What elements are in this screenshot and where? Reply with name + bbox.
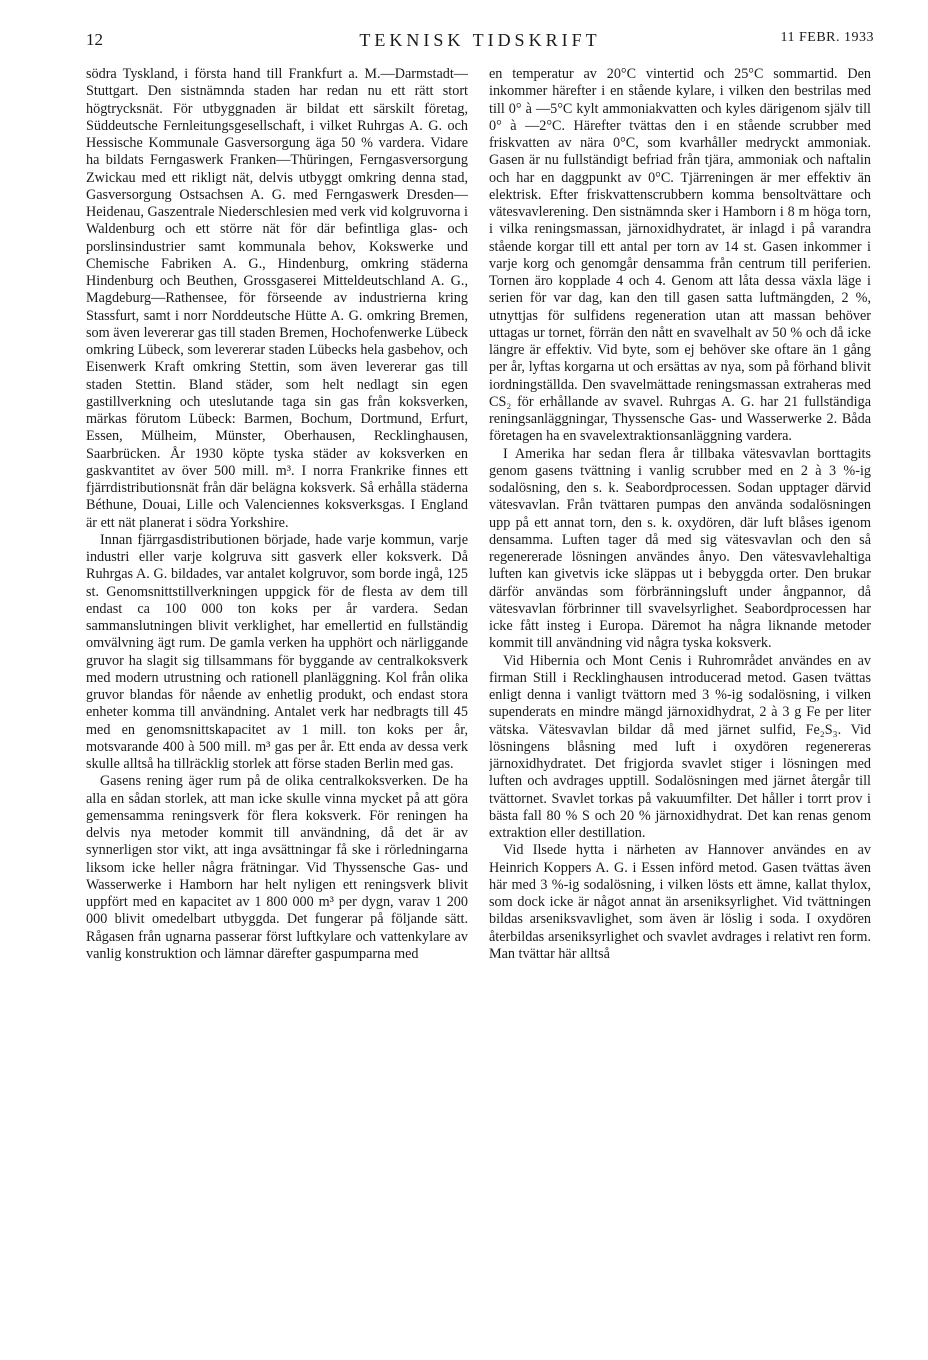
journal-title: TEKNISK TIDSKRIFT [359,30,601,50]
paragraph: en temperatur av 20°C vintertid och 25°C sommartid. Den inkommer härefter i en stående kylare, i vilken den bestrilas med till 0° à —5°C kylt ammoniakvatten och kyles därigenom själv till 0° à —2°C. Härefter tvättas den i en stående scrubber med friskvatten av nära 0°C, som kvarhåller medryckt ammoniak. Gasen är nu fullständigt befriad från tjära, ammoniak och naftalin och har en daggpunkt av 0°C. Tjärreningen är mer effektiv än elektrisk. Efter friskvattenscrubbern komma bensoltvättare och vätesvavlerening. Den sistnämnda sker i Hamborn i 8 m höga torn, i vilka reningsmassan, järnoxidhydratet, är inlagd i på varandra stående korgar till ett antal per torn av 14 st. Gasen inkommer i varje korg och genomgår densamma från centrum till periferien. Tornen äro kopplade 4 och 4. Genom att låta dessa växla läge i serien för var dag, kan den till gasen satta luftmängden, 2 %, utnyttjas för sulfidens regeneration utan att massan behöver uttagas ur tornet, förrän den nått en svavelhalt av 50 % och då icke längre är effektiv. Vid byte, som ej behöver ske oftare än 1 gång per år, lyftas korgarna ut och ersättas av nya, som på förhand blivit iordningställda. Den svavelmättade reningsmassan extraheras med CS₂ för erhållande av svavel. Ruhrgas A. G. har 21 fullständiga reningsanläggningar, Thyssensche Gas- und Wasserwerke 2. Båda företagen ha en svavelextraktionsanläggning vardera. [489,66,871,445]
issue-date: 11 FEBR. 1933 [780,30,874,45]
right-column [489,66,871,1356]
paragraph: Innan fjärrgasdistributionen började, hade varje kommun, varje industri eller varje kolgruva sitt gasverk eller koksverk. Då Ruhrgas A. G. bildades, var antalet kolgruvor, som borde ingå, 125 st. Genomsnittstillverkningen uppgick för de flesta av dem till endast ca 100 000 ton koks per år vardera. Sedan sammanslutningen blivit verklighet, har emellertid en fullständig omvälvning ägt rum. De gamla verken ha upphört och närliggande gruvor ha slagit sig tillsammans för byggande av centralkoksverk med modern utrustning och rationell planläggning. Kol från olika gruvor blandas för nående av enhetlig produkt, och endast stora enheter komma till användning. Antalet verk har nedbragts till 45 med en genomsnittskapacitet av 1 mill. ton koks per år, motsvarande 400 à 500 mill. m³ gas per år. Ett enda av dessa verk skulle alltså ha tillräcklig storlek att förse staden Berlin med gas. [86,531,468,772]
left-column [86,66,468,1356]
paragraph: Vid Hibernia och Mont Cenis i Ruhrområdet användes en av firman Still i Recklinghausen introducerad metod. Gasen tvättas enligt denna i vanligt tvättorn med 3 %-ig sodalösning, i vilken supenderats en mindre mängd järnoxidhydrat, 2 à 3 g Fe per liter vätska. Vätesvavlan bildar då med järnet sulfid, Fe₂S₃. Vid lösningens blåsning med luft i oxydören regenereras järnoxidhydratet. Det frigjorda svavlet stiger i lösningen med luften och avdrages upptill. Sodalösningen med järnet återgår till tvättornet. Svavlet torkas på vakuumfilter. Det håller i torrt prov i bästa fall 80 % S och 20 % järnoxidhydrat. Det kan renas genom extraktion eller destillation. [489,652,871,841]
page-number: 12 [86,30,103,49]
paragraph: I Amerika har sedan flera år tillbaka vätesvavlan borttagits genom gasens tvättning i vanlig scrubber med en 2 à 3 %-ig sodalösning, den s. k. Seabordprocessen. Sodan upptager därvid vätesvavlan. Från tvättaren pumpas den använda sodalösningen upp på ett annat torn, den s. k. oxydören, där luft blåses igenom densamma. Luften tager då med sig vätesvavlan och den så regenererade lösningen användes ånyo. Den vätesvavlehaltiga luften kan givetvis icke släppas ut i bebyggda orter. Den brukar därför användas som förbränningsluft under ångpannor, då vätesvavlan förbrinner till svavelsyrlighet. Seabordprocessen har icke fått insteg i Europa. Däremot ha några liknande metoder kommit till användning vid några tyska koksverk. [489,445,871,652]
paragraph: Gasens rening äger rum på de olika centralkoksverken. De ha alla en sådan storlek, att man icke skulle vinna mycket på att göra gemensamma reningsverk för flera koksverk. För reningen ha delvis nya metoder kommit till användning, då det är av synnerligen stor vikt, att inga avsättningar få ske i rörledningarna liksom icke heller några frätningar. Vid Thyssensche Gas- und Wasserwerke i Hamborn har helt nyligen ett reningsverk blivit uppfört med en kapacitet av 1 800 000 m³ per dygn, varav 1 200 000 blivit omedelbart utbyggda. Det fungerar på följande sätt. Rågasen från ugnarna passerar först luftkylare och vattenkylare av vanlig konstruktion och lämnar därefter gaspumparna med [86,773,468,962]
paragraph: södra Tyskland, i första hand till Frankfurt a. M.—Darmstadt—Stuttgart. Den sistnämnda staden har redan nu ett rätt stort högtrycksnät. För utbyggnaden är bildat ett särskilt företag, Süddeutsche Fernleitungsgesellschaft, i vilket Ruhrgas A. G. och Hessische Kommunale Gasversorgung äga 50 % vardera. Vidare ha bildats Ferngaswerk Franken—Thüringen, Ferngasversorgung Zwickau med ett rikligt nät, delvis utbyggt omkring denna stad, Gasversorgung Ostsachsen A. G. med Ferngaswerk Dresden—Heidenau, Gaszentrale Niederschlesien med verk vid kolgruvorna i Waldenburg och ett större nät för där befintliga glas- och porslinsindustrier samt kommunala behov, Kokswerke und Chemische Fabriken A. G., Hindenburg, omkring städerna Hindenburg och Beuthen, Grossgaserei Mitteldeutschland A. G., Magdeburg—Rathensee, för förseende av industrierna kring Stassfurt, samt i norr Norddeutsche Hütte A. G. omkring Bremen, som även levererar gas till staden Bremen, Hochofenwerke Lübeck omkring Lübeck, som levererar staden Lübecks hela gasbehov, och Eisenwerk Kraft omkring Stettin, som även levererar gas till staden Stettin. Bland städer, som helt nedlagt sin egen gastillverkning och uteslutande taga sin gas från koksverken, märkas förutom Lübeck: Barmen, Bochum, Dortmund, Erfurt, Essen, Mülheim, Münster, Oberhausen, Recklinghausen, Saarbrücken. År 1930 köpte tyska städer av koksverken en gaskvantitet av över 500 mill. m³. I norra Frankrike finnes ett fjärrdistributionsnät från där belägna koksverk. Så erhålla städerna Béthune, Douai, Lille och Valenciennes koksverksgas. I England är ett nät planerat i södra Yorkshire. [86,66,468,531]
paragraph: Vid Ilsede hytta i närheten av Hannover användes en av Heinrich Koppers A. G. i Essen införd metod. Gasen tvättas även här med 3 %-ig sodalösning, i vilken lösts ett ämne, kallat thylox, som dock icke är något annat än arseniksyrlighet. Vid tvättningen bildas arseniksvavlighet, som även är löslig i soda. I oxydören återbildas arseniksyrlighet och svavlet avdrages i relativt ren form. Man tvättar här alltså [489,842,871,962]
page-header [86,30,874,54]
